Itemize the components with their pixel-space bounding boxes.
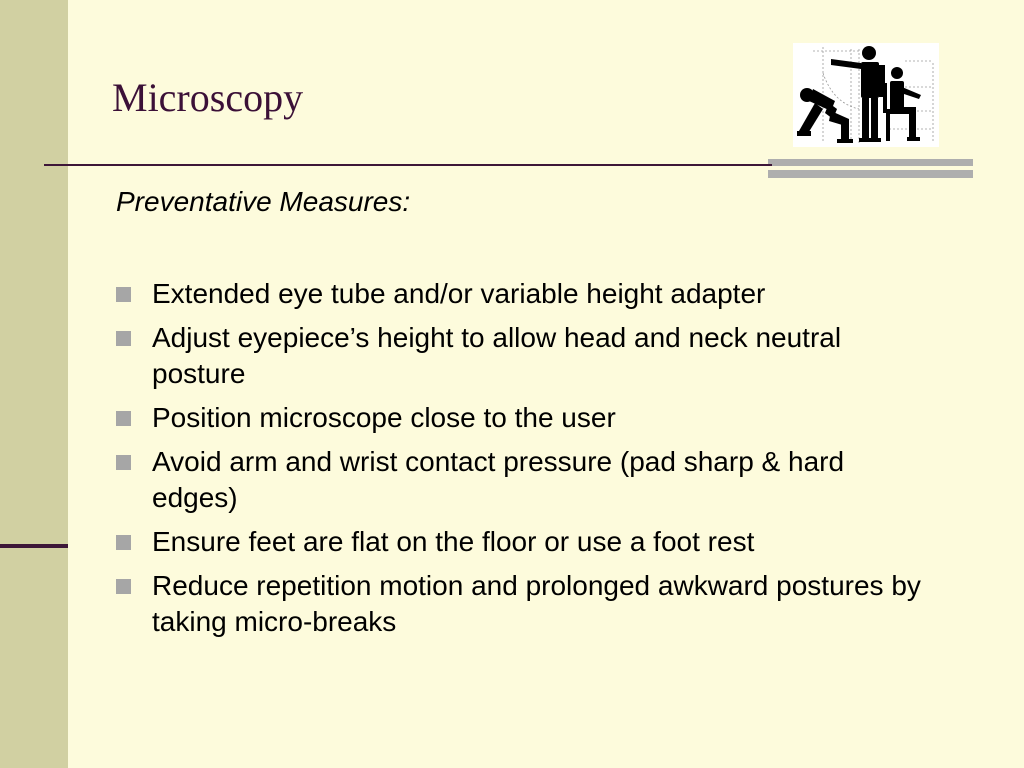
bullet-text: Adjust eyepiece’s height to allow head and neck neutral posture bbox=[152, 322, 842, 389]
bullet-text: Extended eye tube and/or variable height adapter bbox=[152, 278, 766, 309]
left-decorative-band bbox=[0, 0, 68, 768]
bullet-list bbox=[116, 276, 936, 648]
bullet-text: Ensure feet are flat on the floor or use a foot rest bbox=[152, 526, 755, 557]
square-bullet-icon bbox=[116, 287, 131, 302]
bullet-text: Avoid arm and wrist contact pressure (pad sharp & hard edges) bbox=[152, 446, 845, 513]
square-bullet-icon bbox=[116, 331, 131, 346]
bullet-item bbox=[116, 276, 936, 312]
slide-subtitle: Preventative Measures: bbox=[116, 186, 411, 217]
bullet-text: Position microscope close to the user bbox=[152, 402, 616, 433]
square-bullet-icon bbox=[116, 411, 131, 426]
header-accent-bar-upper bbox=[768, 159, 973, 166]
square-bullet-icon bbox=[116, 535, 131, 550]
left-band-accent-line bbox=[0, 544, 68, 548]
bullet-item bbox=[116, 568, 936, 640]
ergonomic-postures-clipart-icon bbox=[793, 43, 939, 147]
slide-title: Microscopy bbox=[112, 75, 304, 120]
title-divider-line bbox=[44, 164, 772, 166]
bullet-item bbox=[116, 400, 936, 436]
square-bullet-icon bbox=[116, 455, 131, 470]
bullet-item bbox=[116, 320, 936, 392]
bullet-item bbox=[116, 524, 936, 560]
square-bullet-icon bbox=[116, 579, 131, 594]
bullet-text: Reduce repetition motion and prolonged awkward postures by taking micro-breaks bbox=[152, 570, 921, 637]
header-accent-bar-lower bbox=[768, 170, 973, 178]
bullet-item bbox=[116, 444, 936, 516]
